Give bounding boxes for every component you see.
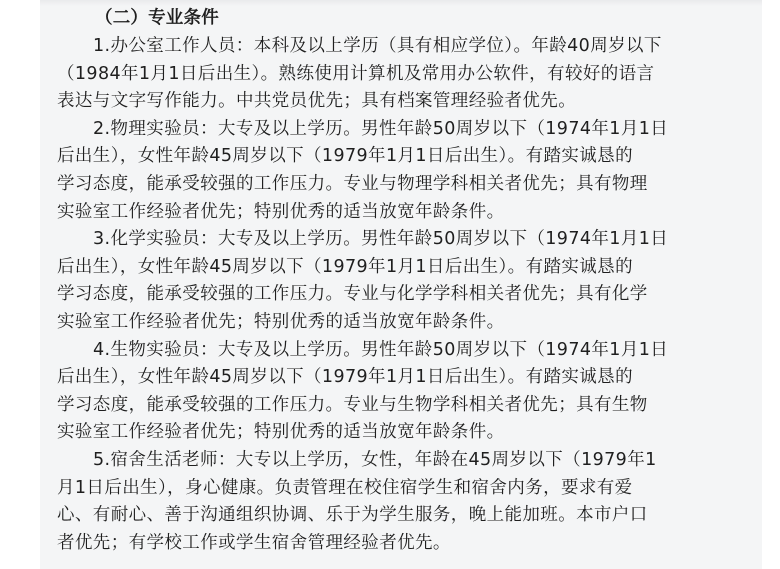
paragraph-line: 学习态度，能承受较强的工作压力。专业与化学学科相关者优先；具有化学 [57,284,648,305]
requirement-item-biology-lab [57,337,739,447]
paragraph-line: 月1日后出生），身心健康。负责管理在校住宿学生和宿舍内务，要求有爱 [57,477,633,498]
paragraph-line: 学习态度，能承受较强的工作压力。专业与物理学科相关者优先；具有物理 [57,173,648,194]
requirement-item-office-staff [57,33,739,116]
paragraph-line: 1.办公室工作人员：本科及以上学历（具有相应学位）。年龄40周岁以下 [93,36,662,56]
paragraph-line: 实验室工作经验者优先；特别优秀的适当放宽年龄条件。 [57,311,505,332]
paragraph-line: 者优先；有学校工作或学生宿舍管理经验者优先。 [57,532,451,553]
paragraph-line: 心、有耐心、善于沟通组织协调、乐于为学生服务，晚上能加班。本市户口 [57,505,648,526]
requirement-item-physics-lab [57,116,739,226]
section-heading: （二）专业条件 [95,8,219,28]
requirement-item-chemistry-lab [57,226,739,336]
paragraph-line: 实验室工作经验者优先；特别优秀的适当放宽年龄条件。 [57,201,505,222]
paragraph-line: 5.宿舍生活老师：大专以上学历，女性，年龄在45周岁以下（1979年1 [93,449,657,470]
requirement-item-dorm-teacher [57,447,739,557]
paragraph-line: 后出生），女性年龄45周岁以下（1979年1月1日后出生）。有踏实诚恳的 [57,367,633,388]
article-content [57,4,739,557]
paragraph-line: 3.化学实验员：大专及以上学历。男性年龄50周岁以下（1974年1月1日 [93,229,669,250]
paragraph-line: 2.物理实验员：大专及以上学历。男性年龄50周岁以下（1974年1月1日 [93,118,669,139]
paragraph-line: 4.生物实验员：大专及以上学历。男性年龄50周岁以下（1974年1月1日 [93,339,669,360]
paragraph-line: 后出生），女性年龄45周岁以下（1979年1月1日后出生）。有踏实诚恳的 [57,256,633,277]
paragraph-line: 学习态度，能承受较强的工作压力。专业与生物学科相关者优先；具有生物 [57,394,648,415]
paragraph-line: 后出生），女性年龄45周岁以下（1979年1月1日后出生）。有踏实诚恳的 [57,146,633,167]
paragraph-line: （1984年1月1日后出生）。熟练使用计算机及常用办公软件，有较好的语言 [57,63,655,84]
paragraph-line: 表达与文字写作能力。中共党员优先；具有档案管理经验者优先。 [57,91,577,112]
paragraph-line: 实验室工作经验者优先；特别优秀的适当放宽年龄条件。 [57,422,505,443]
